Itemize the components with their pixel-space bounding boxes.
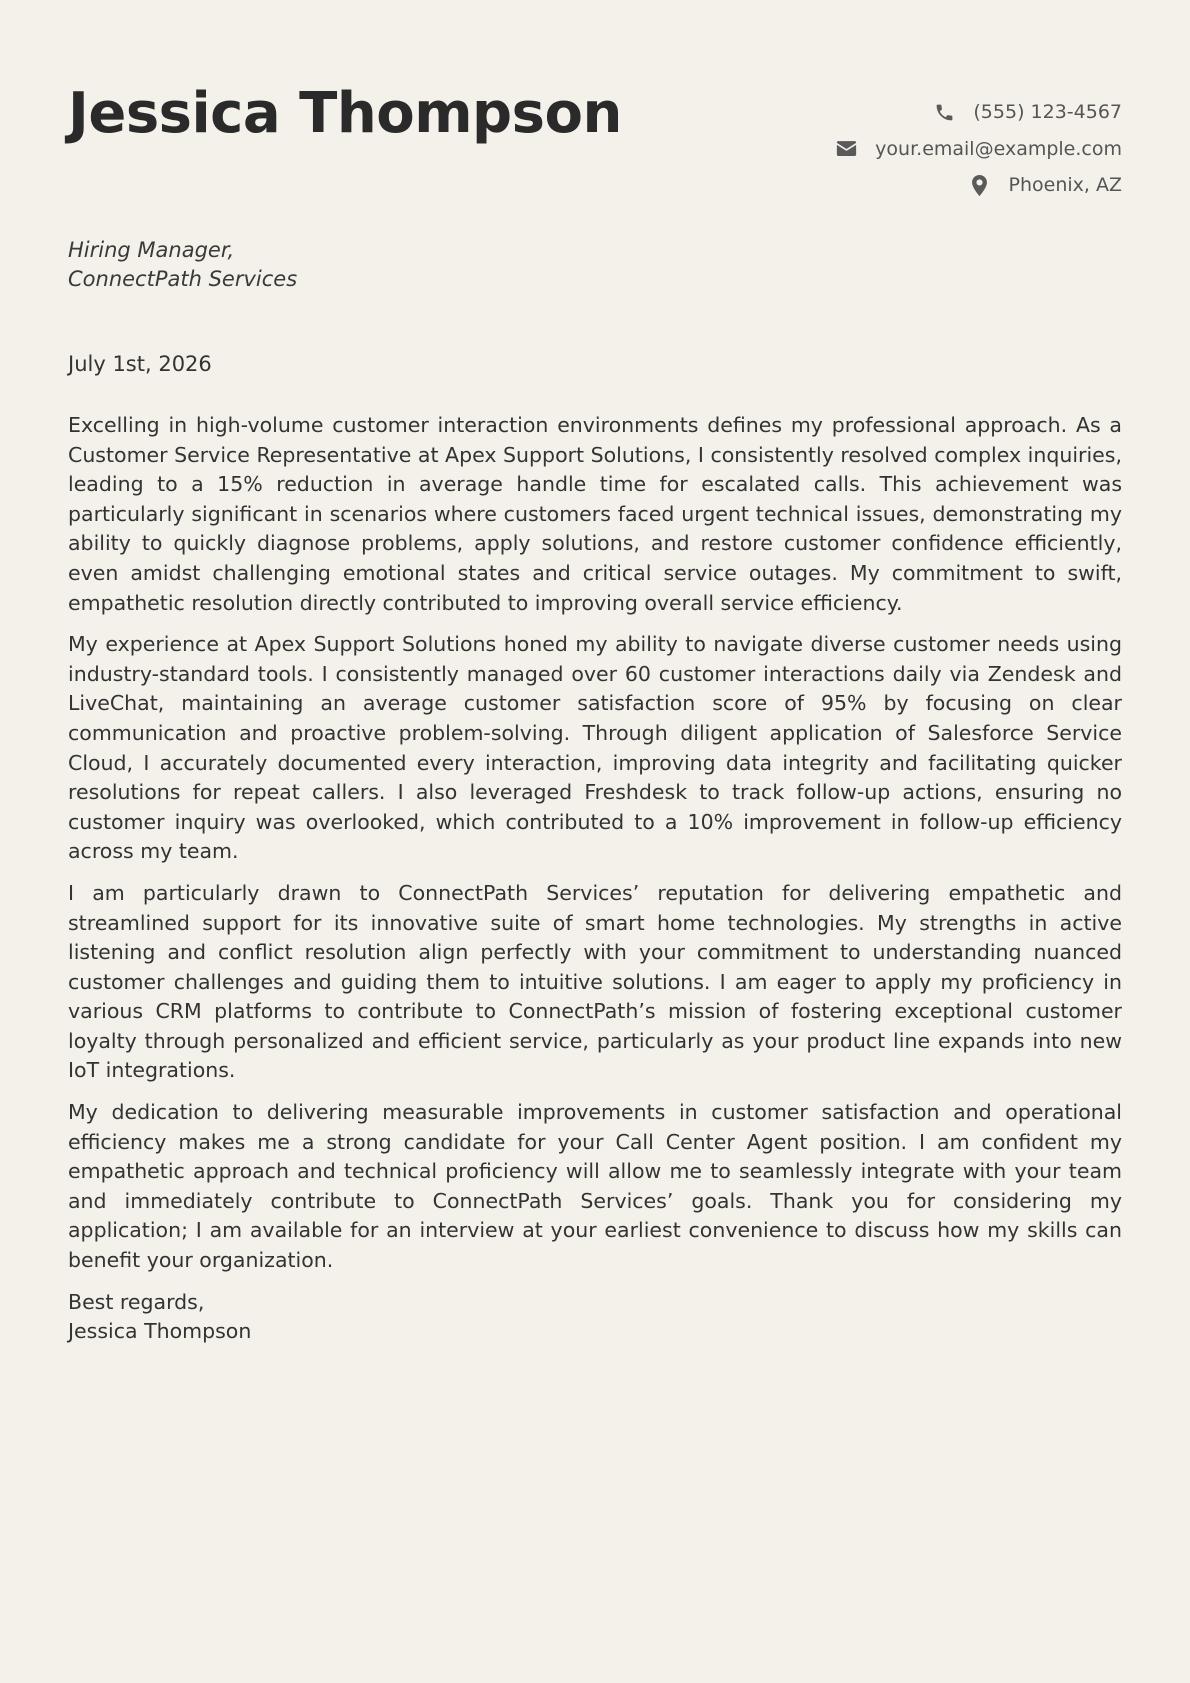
- recipient-block: [68, 236, 1122, 295]
- body-paragraph: My experience at Apex Support Solutions honed my ability to navigate diverse customer needs using industry-standard tools. I consistently managed over 60 customer interactions daily via Zendesk and LiveChat, maintaining an average customer satisfaction score of 95% by focusing on clear communication and proactive problem-solving. Through diligent application of Salesforce Service Cloud, I accurately documented every interaction, improving data integrity and facilitating quicker resolutions for repeat callers. I also leveraged Freshdesk to track follow-up actions, ensuring no customer inquiry was overlooked, which contributed to a 10% improvement in follow-up efficiency across my team.: [68, 632, 1122, 864]
- closing-signature: Jessica Thompson: [68, 1319, 252, 1344]
- contact-info: [835, 94, 1122, 204]
- letter-date: July 1st, 2026: [68, 351, 212, 376]
- contact-phone: [933, 94, 1122, 131]
- letter-closing: [68, 1288, 1122, 1347]
- recipient-title: Hiring Manager,: [68, 237, 235, 262]
- letter-header: [68, 74, 1122, 204]
- envelope-icon: [835, 138, 857, 160]
- contact-location: [969, 167, 1122, 204]
- phone-text: (555) 123-4567: [973, 101, 1122, 124]
- body-paragraph: Excelling in high-volume customer interaction environments defines my professional approach. As a Customer Service Representative at Apex Support Solutions, I consistently resolved complex inquiries, leading to a 15% reduction in average handle time for escalated calls. This achievement was particularly significant in scenarios where customers faced urgent technical issues, demonstrating my ability to quickly diagnose problems, apply solutions, and restore customer confidence efficiently, even amidst challenging emotional states and critical service outages. My commitment to swift, empathetic resolution directly contributed to improving overall service efficiency.: [68, 413, 1122, 615]
- body-paragraph: I am particularly drawn to ConnectPath Services’ reputation for delivering empathetic and streamlined support for its innovative suite of smart home technologies. My strengths in active listening and conflict resolution align perfectly with your commitment to understanding nuanced customer challenges and guiding them to intuitive solutions. I am eager to apply my proficiency in various CRM platforms to contribute to ConnectPath’s mission of fostering exceptional customer loyalty through personalized and efficient service, particularly as your product line expands into new IoT integrations.: [68, 880, 1122, 1083]
- recipient-company: ConnectPath Services: [68, 267, 298, 291]
- phone-icon: [933, 101, 955, 123]
- applicant-name: Jessica Thompson: [68, 81, 622, 146]
- contact-email: [835, 131, 1122, 168]
- closing-salutation: Best regards,: [68, 1289, 205, 1314]
- map-marker-icon: [969, 174, 991, 196]
- email-text: your.email@example.com: [875, 137, 1122, 160]
- body-paragraph: My dedication to delivering measurable improvements in customer satisfaction and operational efficiency makes me a strong candidate for your Call Center Agent position. I am confident my empathetic approach and technical proficiency will allow me to seamlessly integrate with your team and immediately contribute to ConnectPath Services’ goals. Thank you for considering my application; I am available for an interview at your earliest convenience to discuss how my skills can benefit your organization.: [68, 1100, 1122, 1273]
- letter-body: [68, 411, 1122, 1276]
- location-text: Phoenix, AZ: [1008, 174, 1122, 197]
